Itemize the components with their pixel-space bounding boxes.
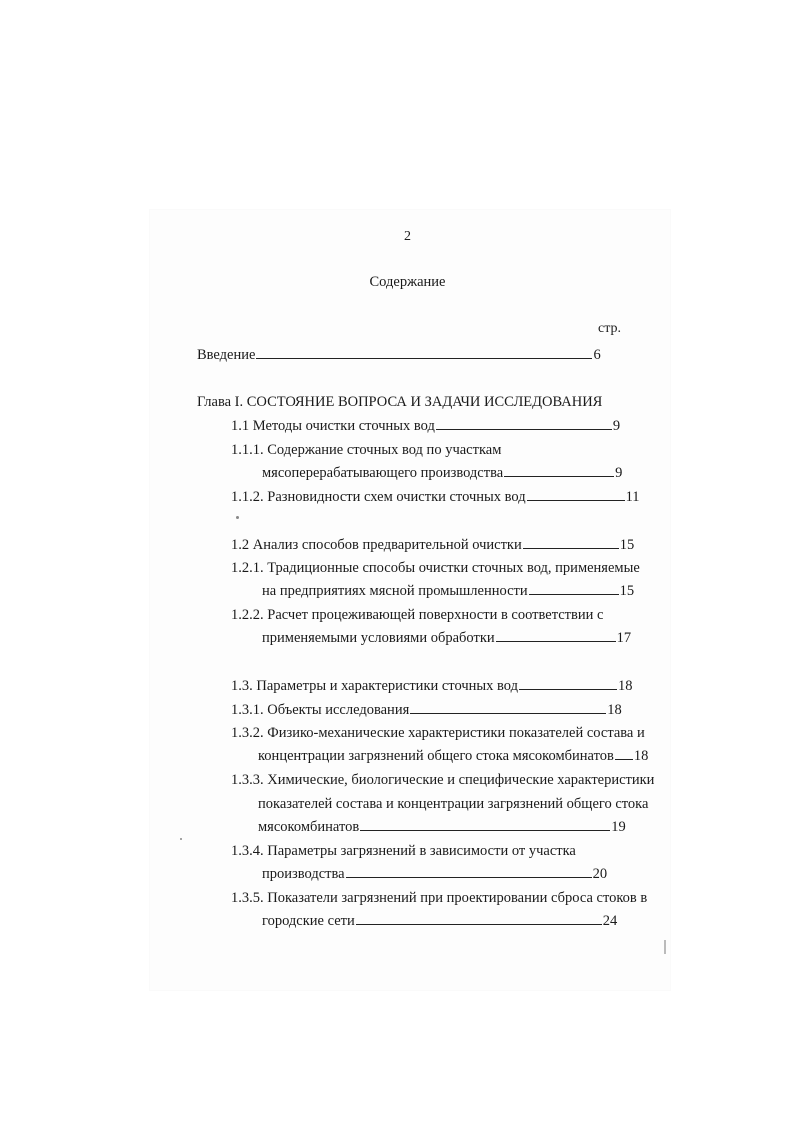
toc-entry-text: производства bbox=[262, 866, 345, 882]
toc-entry bbox=[231, 416, 620, 436]
toc-entry-text: 1.2.2. Расчет процеживающей поверхности в соответствии с bbox=[231, 607, 604, 623]
toc-entry-page: 18 bbox=[617, 678, 633, 694]
toc-entry-continuation bbox=[258, 794, 648, 814]
toc-entry-text: Глава I. СОСТОЯНИЕ ВОПРОСА И ЗАДАЧИ ИССЛЕДОВАНИЯ bbox=[197, 394, 603, 410]
scan-speck bbox=[664, 940, 666, 954]
toc-entry-continuation bbox=[262, 864, 607, 884]
toc-entry-continuation bbox=[262, 463, 622, 483]
toc-leader bbox=[615, 747, 633, 760]
toc-entry-continuation bbox=[262, 581, 634, 601]
toc-leader bbox=[410, 701, 606, 714]
toc-leader bbox=[346, 865, 592, 878]
toc-entry-text: концентрации загрязнений общего стока мясокомбинатов bbox=[258, 748, 614, 764]
toc-entry-page: 6 bbox=[593, 347, 601, 363]
scan-speck bbox=[180, 838, 182, 840]
toc-chapter-heading bbox=[197, 392, 602, 412]
toc-entry bbox=[231, 841, 576, 861]
toc-entry-text: применяемыми условиями обработки bbox=[262, 630, 495, 646]
toc-entry bbox=[231, 605, 603, 625]
toc-entry bbox=[231, 770, 654, 790]
toc-entry-text: 1.3.4. Параметры загрязнений в зависимости от участка bbox=[231, 843, 576, 859]
toc-entry-page: 17 bbox=[616, 630, 632, 646]
toc-leader bbox=[519, 677, 617, 690]
toc-entry-text: городские сети bbox=[262, 913, 355, 929]
toc-entry-page: 24 bbox=[602, 913, 618, 929]
toc-entry bbox=[231, 558, 640, 578]
toc-entry-text: 1.3. Параметры и характеристики сточных вод bbox=[231, 678, 518, 694]
toc-entry bbox=[231, 440, 501, 460]
toc-entry-text: показателей состава и концентрации загрязнений общего стока bbox=[258, 796, 649, 812]
toc-entry-page: 11 bbox=[625, 489, 640, 505]
toc-entry bbox=[231, 723, 645, 743]
toc-entry-continuation bbox=[262, 911, 617, 931]
toc-entry bbox=[231, 888, 647, 908]
toc-entry-text: Введение bbox=[197, 347, 256, 363]
page-column-label: стр. bbox=[598, 321, 622, 336]
toc-entry bbox=[231, 676, 632, 696]
toc-entry-continuation bbox=[262, 628, 631, 648]
toc-entry-text: 1.2.1. Традиционные способы очистки сточных вод, применяемые bbox=[231, 560, 640, 576]
toc-entry-text: 1.1.1. Содержание сточных вод по участкам bbox=[231, 442, 502, 458]
toc-entry-text: 1.2 Анализ способов предварительной очистки bbox=[231, 537, 522, 553]
toc-entry-text: 1.3.2. Физико-механические характеристики показателей состава и bbox=[231, 725, 645, 741]
toc-entry-text: 1.1.2. Разновидности схем очистки сточных вод bbox=[231, 489, 526, 505]
toc-leader bbox=[523, 536, 619, 549]
toc-leader bbox=[256, 346, 592, 359]
toc-entry bbox=[231, 535, 634, 555]
toc-entry-page: 15 bbox=[619, 537, 635, 553]
toc-leader bbox=[356, 912, 602, 925]
toc-title: Содержание bbox=[369, 274, 446, 290]
toc-entry bbox=[231, 700, 622, 720]
toc-entry-continuation bbox=[258, 817, 626, 837]
toc-entry-continuation bbox=[258, 746, 648, 766]
toc-entry bbox=[197, 345, 601, 365]
toc-entry-text: 1.3.1. Объекты исследования bbox=[231, 702, 410, 718]
toc-entry-text: на предприятиях мясной промышленности bbox=[262, 583, 528, 599]
toc-leader bbox=[529, 582, 619, 595]
toc-entry-page: 18 bbox=[633, 748, 649, 764]
toc-entry-page: 9 bbox=[612, 418, 621, 434]
toc-entry-text: мясокомбинатов bbox=[258, 819, 360, 835]
toc-entry-page: 19 bbox=[611, 819, 626, 835]
toc-leader bbox=[360, 818, 610, 831]
toc-entry-text: 1.1 Методы очистки сточных вод bbox=[231, 418, 435, 434]
page-number: 2 bbox=[404, 229, 411, 244]
toc-entry-page: 20 bbox=[592, 866, 608, 882]
toc-entry-text: 1.3.5. Показатели загрязнений при проектировании сброса стоков в bbox=[231, 890, 648, 906]
toc-entry bbox=[231, 487, 640, 507]
toc-leader bbox=[496, 629, 616, 642]
scan-speck bbox=[236, 516, 239, 519]
toc-entry-text: мясоперерабатывающего производства bbox=[262, 465, 504, 481]
toc-leader bbox=[436, 417, 612, 430]
toc-entry-page: 15 bbox=[619, 583, 635, 599]
toc-entry-text: 1.3.3. Химические, биологические и специфические характеристики bbox=[231, 772, 655, 788]
toc-leader bbox=[527, 488, 625, 501]
toc-entry-page: 18 bbox=[607, 702, 622, 718]
toc-entry-page: 9 bbox=[615, 465, 623, 481]
toc-leader bbox=[504, 464, 614, 477]
